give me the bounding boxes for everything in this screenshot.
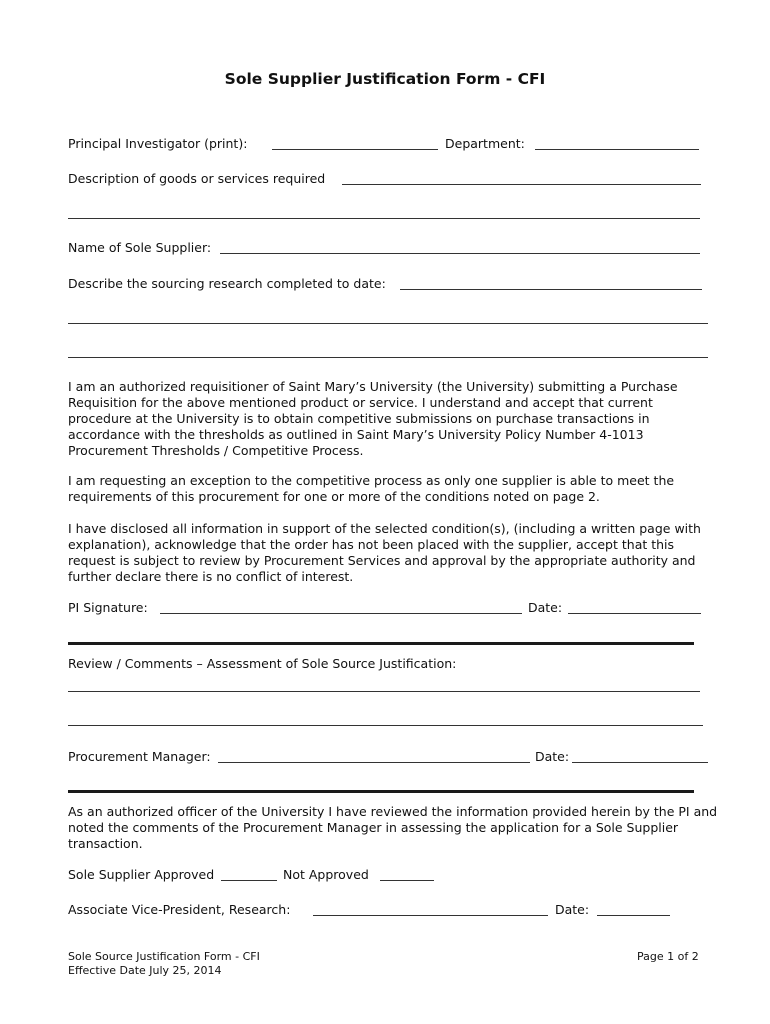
sourcing-label: Describe the sourcing research completed to date: — [68, 276, 386, 291]
procurement-manager-field[interactable] — [218, 762, 530, 763]
exception-paragraph: I am requesting an exception to the competitive process as only one supplier is able to meet the requirements of this procurement for one or more of the conditions noted on page 2. — [68, 473, 675, 504]
description-field-line-2[interactable] — [68, 218, 700, 219]
disclosure-paragraph: I have disclosed all information in support of the selected condition(s), (including a written page with explanation), acknowledge that the order has not been placed with the supplier, accept that this request is subject to review by Procurement Services and approval by the appropriate authority and further declare there is no conflict of interest. — [68, 521, 701, 584]
avp-label: Associate Vice-President, Research: — [68, 902, 291, 917]
pi-name-label: Principal Investigator (print): — [68, 136, 248, 151]
review-field-line-2[interactable] — [68, 725, 703, 726]
avp-date-field[interactable] — [597, 915, 670, 916]
approved-label: Sole Supplier Approved — [68, 867, 215, 882]
footer-effective-date: Effective Date July 25, 2014 — [68, 964, 222, 977]
pi-signature-field[interactable] — [160, 613, 522, 614]
procurement-manager-label: Procurement Manager: — [68, 749, 211, 764]
authorization-paragraph: I am an authorized requisitioner of Saint Mary’s University (the University) submitting a Purchase Requisition for the above mentioned product or service. I understand and accept that current procedure at the University is to obtain competitive submissions on purchase transactions in accordance with the thresholds as outlined in Saint Mary’s University Policy Number 4-1013 Procurement Thresholds / Competitive Process. — [68, 379, 678, 458]
form-title: Sole Supplier Justification Form - CFI — [224, 70, 546, 88]
supplier-field[interactable] — [220, 253, 700, 254]
supplier-label: Name of Sole Supplier: — [68, 240, 212, 255]
not-approved-field[interactable] — [380, 880, 434, 881]
sourcing-field-line-3[interactable] — [68, 357, 708, 358]
procurement-date-label: Date: — [535, 749, 570, 764]
pi-date-field[interactable] — [568, 613, 701, 614]
approved-field[interactable] — [221, 880, 277, 881]
not-approved-label: Not Approved — [283, 867, 369, 882]
review-label: Review / Comments – Assessment of Sole Source Justification: — [68, 656, 457, 671]
avp-signature-field[interactable] — [313, 915, 548, 916]
review-field-line-1[interactable] — [68, 691, 700, 692]
section-divider-2 — [68, 790, 694, 793]
sourcing-field-line-2[interactable] — [68, 323, 708, 324]
description-field[interactable] — [342, 184, 701, 185]
department-field[interactable] — [535, 149, 699, 150]
procurement-date-field[interactable] — [572, 762, 708, 763]
department-label: Department: — [445, 136, 525, 151]
pi-date-label: Date: — [528, 600, 563, 615]
sourcing-field[interactable] — [400, 289, 702, 290]
pi-signature-label: PI Signature: — [68, 600, 148, 615]
footer-page-number: Page 1 of 2 — [637, 950, 699, 963]
pi-name-field[interactable] — [272, 149, 438, 150]
footer-form-name: Sole Source Justification Form - CFI — [68, 950, 260, 963]
description-label: Description of goods or services required — [68, 171, 326, 186]
section-divider — [68, 642, 694, 645]
officer-paragraph: As an authorized officer of the University I have reviewed the information provided herein by the PI and noted the comments of the Procurement Manager in assessing the application for a Sole Supplier transaction. — [68, 804, 718, 851]
avp-date-label: Date: — [555, 902, 590, 917]
